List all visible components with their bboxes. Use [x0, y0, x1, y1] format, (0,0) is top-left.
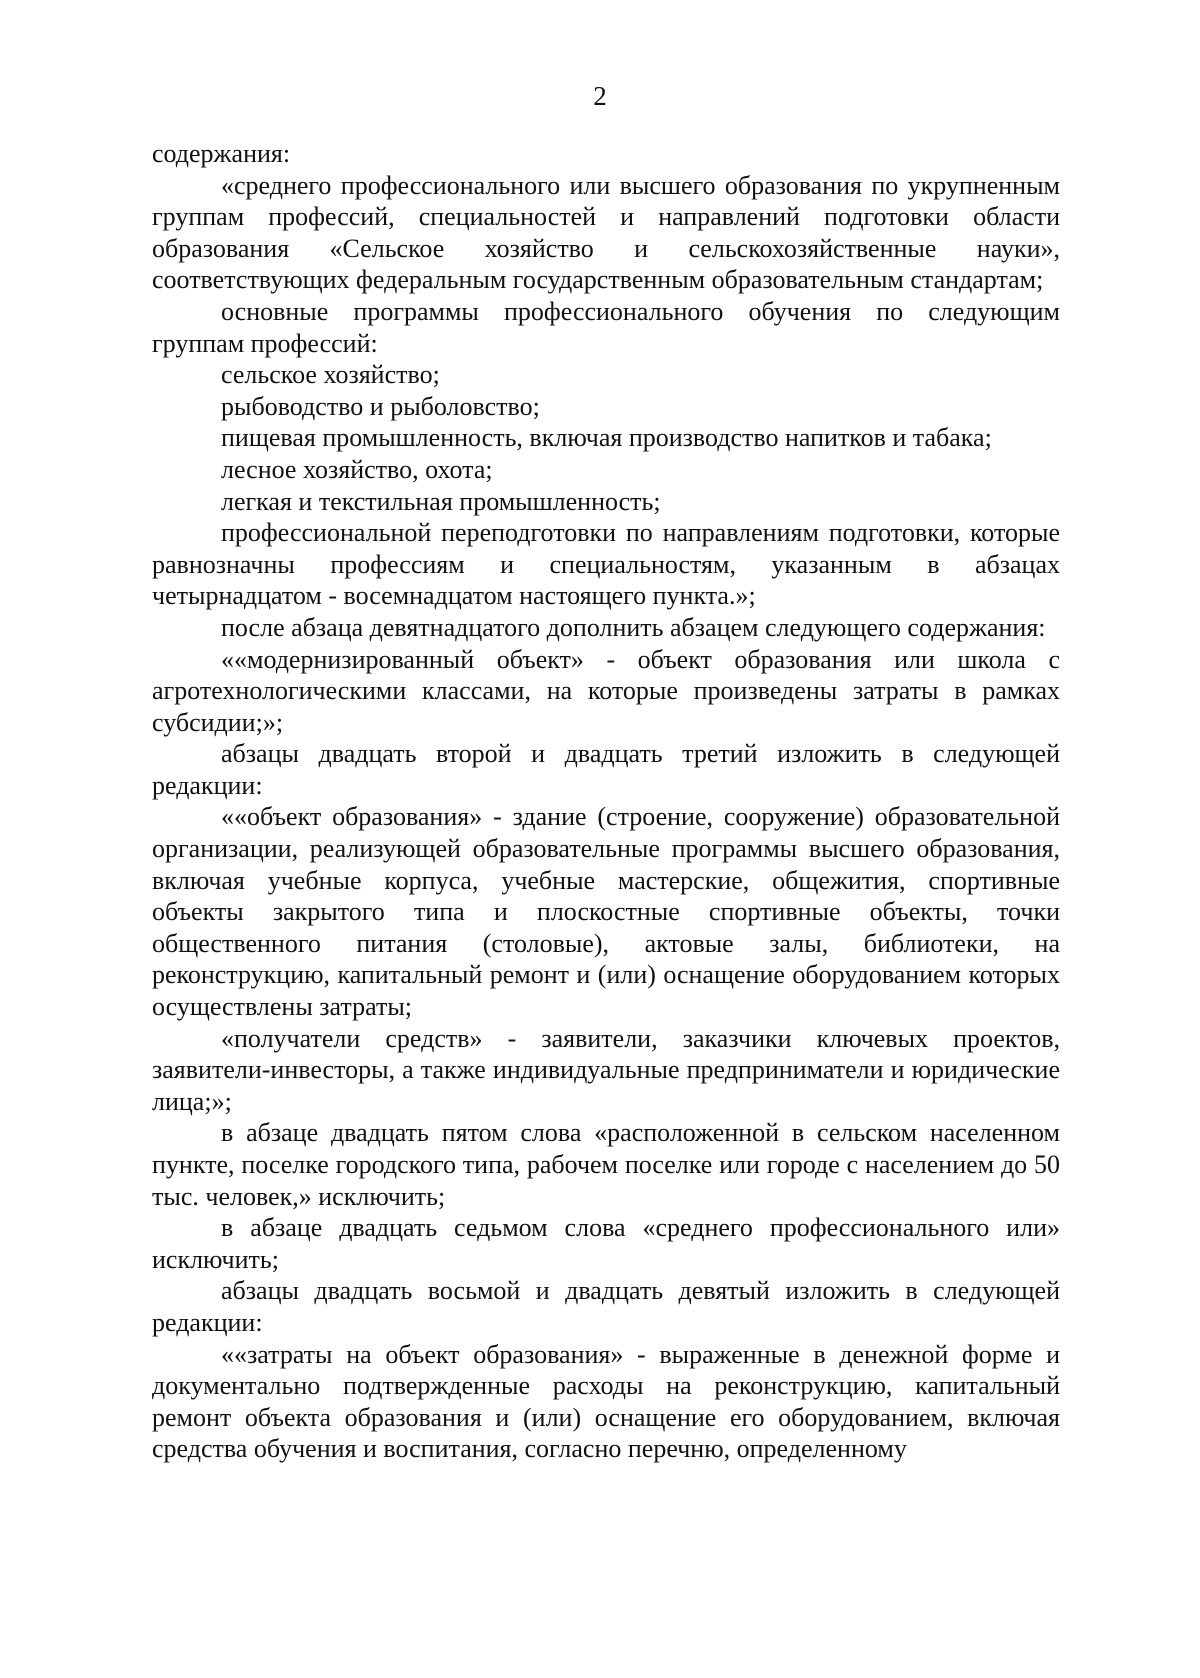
paragraph: профессиональной переподготовки по направлениям подготовки, которые равнозначны профессиям и специальностям, указанным в абзацах четырнадцатом - восемнадцатом настоящего пункта.»; — [152, 518, 1060, 611]
paragraph: легкая и текстильная промышленность; — [221, 486, 661, 516]
paragraph: ««затраты на объект образования» - выраженные в денежной форме и документально подтвержденные расходы на реконструкцию, капитальный ремонт объекта образования и (или) оснащение его оборудованием, включая средства обучения и воспитания, согласно перечню, определенному — [152, 1339, 1060, 1464]
paragraph: «среднего профессионального или высшего образования по укрупненным группам профессий, специальностей и направлений подготовки области образования «Сельское хозяйство и сельскохозяйственные науки», соответствующих федеральным государственным образовательным стандартам; — [152, 170, 1060, 295]
paragraph: после абзаца девятнадцатого дополнить абзацем следующего содержания: — [221, 612, 1046, 642]
paragraph: в абзаце двадцать седьмом слова «среднего профессионального или» исключить; — [152, 1213, 1060, 1274]
paragraph: основные программы профессионального обучения по следующим группам профессий: — [152, 296, 1060, 358]
paragraph: в абзаце двадцать пятом слова «расположенной в сельском населенном пункте, поселке городского типа, рабочем поселке или городе с населением до 50 тыс. человек,» исключить; — [152, 1118, 1060, 1211]
paragraph: ««модернизированный объект» - объект образования или школа с агротехнологическими классами, на которые произведены затраты в рамках субсидии;»; — [152, 644, 1060, 737]
paragraph: пищевая промышленность, включая производство напитков и табака; — [221, 423, 992, 453]
paragraph: абзацы двадцать второй и двадцать третий изложить в следующей редакции: — [152, 739, 1060, 800]
paragraph: сельское хозяйство; — [221, 360, 440, 390]
paragraph: лесное хозяйство, охота; — [221, 454, 493, 484]
paragraph: рыбоводство и рыболовство; — [221, 391, 540, 421]
page-number: 2 — [593, 81, 607, 111]
document-body — [152, 138, 1060, 1465]
paragraph: «получатели средств» - заявители, заказчики ключевых проектов, заявители-инвесторы, а также индивидуальные предприниматели и юридические лица;»; — [152, 1023, 1060, 1116]
paragraph: содержания: — [152, 139, 291, 168]
paragraph: абзацы двадцать восьмой и двадцать девятый изложить в следующей редакции: — [152, 1276, 1060, 1337]
paragraph: ««объект образования» - здание (строение, сооружение) образовательной организации, реализующей образовательные программы высшего образования, включая учебные корпуса, учебные мастерские, общежития, спортивные объекты закрытого типа и плоскостные спортивные объекты, точки общественного питания (столовые), актовые залы, библиотеки, на реконструкцию, капитальный ремонт и (или) оснащение оборудованием которых осуществлены затраты; — [152, 802, 1060, 1022]
